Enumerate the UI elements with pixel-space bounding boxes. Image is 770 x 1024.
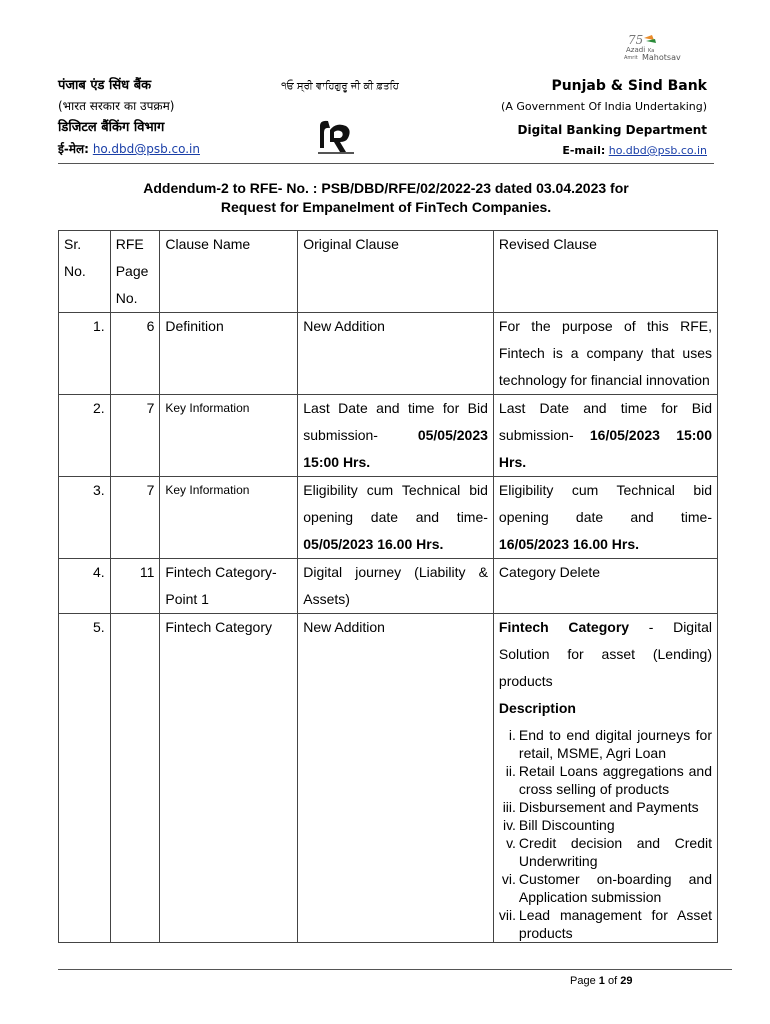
svg-text:Amrit: Amrit (624, 55, 638, 61)
svg-text:75: 75 (628, 33, 644, 47)
table-header-row (59, 231, 718, 313)
email-line (501, 141, 707, 161)
cell-revised: For the purpose of this RFE, Fintech is a company that uses technology for financial innovation (493, 313, 717, 395)
gurmukhi-motto: ੧ਓ ਸ੍ਰੀ ਵਾਹਿਗੁਰੂ ਜੀ ਕੀ ਫ਼ਤਹਿ (281, 81, 399, 92)
list-item: iv. Bill Discounting (502, 817, 615, 833)
page-number: Page 1 of 29 (570, 975, 633, 987)
addendum-title (58, 179, 714, 217)
bank-name-hindi: पंजाब एंड सिंध बैंक (58, 78, 152, 93)
list-item: vii. Lead management for Asset products (498, 907, 712, 941)
bank-logo (316, 118, 356, 156)
list-item: iii. Disbursement and Payments (502, 799, 699, 815)
cell-sr: 3. (59, 477, 111, 559)
header-right-english (501, 76, 707, 161)
cell-original: Digital journey (Liability & Assets) (298, 559, 494, 614)
department-hindi: डिजिटल बैंकिंग विभाग (58, 120, 165, 135)
footer-divider (58, 969, 732, 970)
cell-sr: 1. (59, 313, 111, 395)
cell-sr: 4. (59, 559, 111, 614)
title-line-1: Addendum-2 to RFE- No. : PSB/DBD/RFE/02/2022-23 dated 03.04.2023 for (143, 180, 629, 196)
header-left-hindi (58, 76, 200, 159)
header-clause-name: Clause Name (160, 231, 298, 313)
list-item: ii. Retail Loans aggregations and cross selling of products (505, 763, 712, 797)
table-row (59, 477, 718, 559)
table-row (59, 395, 718, 477)
email-label: E-mail: (562, 144, 606, 157)
cell-original: Last Date and time for Bid submission- 05/05/2023 15:00 Hrs. (298, 395, 494, 477)
department-name: Digital Banking Department (517, 123, 707, 137)
header-middle (280, 80, 400, 94)
svg-text:Ka: Ka (648, 48, 655, 54)
govt-undertaking-hindi: (भारत सरकार का उपक्रम) (58, 99, 175, 113)
cell-clause-name: Fintech Category-Point 1 (160, 559, 298, 614)
title-line-2: Request for Empanelment of FinTech Companies. (220, 199, 552, 215)
govt-undertaking: (A Government Of India Undertaking) (501, 100, 707, 113)
clause-table (58, 230, 718, 943)
cell-clause-name: Key Information (160, 395, 298, 477)
cell-revised: Fintech Category - Digital Solution for asset (Lending) products Description i. End to end digital journeys for retail, MSME, Agri Loan ii. Retail Loans aggregations and cross selling of products iii. Disbursement and Payments iv. Bill Discounting v. Credit decision and Credit Underwriting vi. Customer on-boarding and Application submission vii. Lead management for Asset products (493, 614, 717, 943)
cell-clause-name: Definition (160, 313, 298, 395)
list-item: vi. Customer on-boarding and Application submission (501, 871, 712, 905)
cell-clause-name: Key Information (160, 477, 298, 559)
cell-page (110, 614, 160, 943)
cell-original: New Addition (298, 614, 494, 943)
header-original-clause: Original Clause (298, 231, 494, 313)
email-label-hindi: ई-मेल: (58, 142, 89, 156)
table-row (59, 559, 718, 614)
list-item: v. Credit decision and Credit Underwriting (506, 835, 712, 869)
list-item: i. End to end digital journeys for retail, MSME, Agri Loan (508, 727, 712, 761)
svg-text:Mahotsav: Mahotsav (642, 53, 681, 62)
cell-sr: 2. (59, 395, 111, 477)
bank-name: Punjab & Sind Bank (551, 78, 707, 94)
cell-page: 7 (110, 477, 160, 559)
cell-clause-name: Fintech Category (160, 614, 298, 943)
description-label: Description (498, 700, 576, 716)
cell-page: 11 (110, 559, 160, 614)
cell-sr: 5. (59, 614, 111, 943)
description-list (499, 726, 712, 942)
header-sr-no: Sr. No. (59, 231, 111, 313)
cell-revised: Last Date and time for Bid submission- 16/05/2023 15:00 Hrs. (493, 395, 717, 477)
azadi-ka-amrit-mahotsav-logo (622, 32, 684, 64)
svg-text:Azadi: Azadi (626, 46, 646, 54)
header-revised-clause: Revised Clause (493, 231, 717, 313)
cell-page: 6 (110, 313, 160, 395)
cell-page: 7 (110, 395, 160, 477)
header-rfe-page-no: RFE Page No. (110, 231, 160, 313)
table-row (59, 313, 718, 395)
table-row (59, 614, 718, 943)
cell-original: New Addition (298, 313, 494, 395)
cell-revised: Eligibility cum Technical bid opening date and time- 16/05/2023 16.00 Hrs. (493, 477, 717, 559)
email-link-left[interactable]: ho.dbd@psb.co.in (92, 142, 200, 156)
cell-original: Eligibility cum Technical bid opening date and time- 05/05/2023 16.00 Hrs. (298, 477, 494, 559)
email-link-right[interactable]: ho.dbd@psb.co.in (608, 144, 707, 157)
header-divider (58, 163, 714, 164)
cell-revised: Category Delete (493, 559, 717, 614)
email-line-hindi (58, 139, 200, 159)
